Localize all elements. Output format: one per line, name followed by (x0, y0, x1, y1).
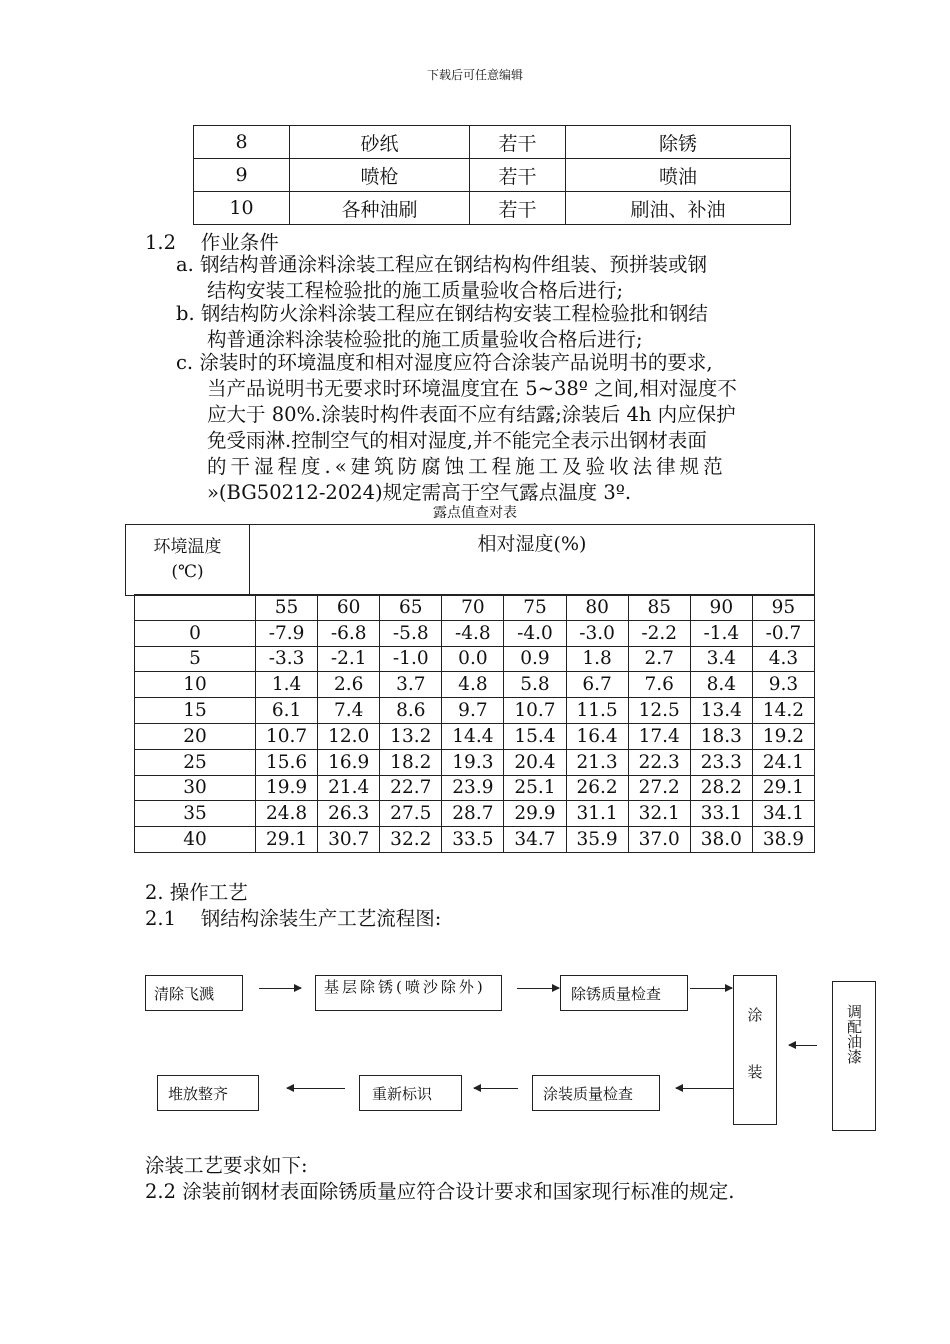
item-a-line-1: a. 钢结构普通涂料涂装工程应在钢结构构件组装、预拼装或钢 (176, 253, 708, 276)
tools-table-cell: 9 (194, 159, 290, 192)
dew-point-cell: 8.6 (380, 698, 442, 724)
dew-point-cell: 13.4 (690, 698, 752, 724)
humidity-column-header: 55 (256, 595, 318, 621)
dew-table-row (135, 620, 815, 646)
dew-point-cell: 29.9 (504, 801, 566, 827)
dew-point-cell: 16.9 (318, 749, 380, 775)
section-2-2-text: 2.2 涂装前钢材表面除锈质量应符合设计要求和国家现行标准的规定. (145, 1180, 735, 1203)
tools-table-cell: 若干 (470, 192, 566, 225)
dew-point-cell: 13.2 (380, 723, 442, 749)
flow-step-stack: 堆放整齐 (157, 1075, 259, 1111)
dew-point-cell: 22.7 (380, 775, 442, 801)
tools-table-cell: 10 (194, 192, 290, 225)
flow-step-coating (733, 975, 777, 1125)
dew-point-cell: 12.5 (628, 698, 690, 724)
item-c-line-5: 的干湿程度.«建筑防腐蚀工程施工及验收法律规范 (207, 455, 727, 478)
corner-cell (135, 595, 256, 621)
temperature-cell: 35 (135, 801, 256, 827)
dew-point-cell: 16.4 (566, 723, 628, 749)
dew-point-cell: -3.3 (256, 646, 318, 672)
dew-point-cell: 27.2 (628, 775, 690, 801)
dew-point-cell: 4.8 (442, 672, 504, 698)
coating-requirements-intro: 涂装工艺要求如下: (145, 1154, 308, 1177)
humidity-column-header: 60 (318, 595, 380, 621)
dew-point-cell: 3.4 (690, 646, 752, 672)
dew-table-row (135, 672, 815, 698)
dew-point-cell: 34.7 (504, 827, 566, 853)
dew-point-cell: 27.5 (380, 801, 442, 827)
humidity-column-header: 65 (380, 595, 442, 621)
dew-point-cell: 29.1 (256, 827, 318, 853)
dew-point-cell: 7.6 (628, 672, 690, 698)
dew-point-cell: 22.3 (628, 749, 690, 775)
dew-table-row (135, 749, 815, 775)
dew-point-cell: 33.5 (442, 827, 504, 853)
flow-arrow-6 (474, 1088, 518, 1089)
section-2-heading: 2. 操作工艺 (145, 881, 248, 904)
tools-table-cell: 8 (194, 126, 290, 159)
tools-table-cell: 喷枪 (290, 159, 470, 192)
dew-point-cell: 25.1 (504, 775, 566, 801)
dew-table-row (135, 698, 815, 724)
humidity-column-header: 80 (566, 595, 628, 621)
dew-point-cell: 15.6 (256, 749, 318, 775)
dew-point-cell: 28.2 (690, 775, 752, 801)
dew-point-cell: 21.4 (318, 775, 380, 801)
dew-point-cell: 1.8 (566, 646, 628, 672)
dew-point-cell: 19.3 (442, 749, 504, 775)
dew-table-row (135, 775, 815, 801)
tools-table-cell: 除锈 (566, 126, 791, 159)
dew-point-cell: 38.9 (752, 827, 814, 853)
flow-step-derust: 基层除锈(喷沙除外) (315, 975, 502, 1011)
dew-point-cell: 15.4 (504, 723, 566, 749)
temperature-cell: 15 (135, 698, 256, 724)
dew-point-cell: 38.0 (690, 827, 752, 853)
dew-table-row (135, 646, 815, 672)
item-c-line-6: »(BG50212-2024)规定需高于空气露点温度 3º. (207, 481, 632, 504)
dew-point-cell: 18.2 (380, 749, 442, 775)
dew-point-cell: 4.3 (752, 646, 814, 672)
item-a (176, 252, 806, 304)
item-c-line-2: 当产品说明书无要求时环境温度宜在 5~38º 之间,相对湿度不 (207, 377, 737, 400)
dew-point-cell: 23.9 (442, 775, 504, 801)
dew-point-cell: 14.2 (752, 698, 814, 724)
tools-table-cell: 刷油、补油 (566, 192, 791, 225)
dew-point-cell: 29.1 (752, 775, 814, 801)
dew-point-cell: 10.7 (504, 698, 566, 724)
dew-point-cell: 26.3 (318, 801, 380, 827)
dew-point-cell: 6.1 (256, 698, 318, 724)
dew-point-cell: 32.1 (628, 801, 690, 827)
dew-point-cell: 33.1 (690, 801, 752, 827)
item-b (176, 301, 806, 353)
dew-point-cell: 19.9 (256, 775, 318, 801)
dew-point-cell: 34.1 (752, 801, 814, 827)
flow-arrow-5 (676, 1088, 733, 1089)
dew-point-cell: 30.7 (318, 827, 380, 853)
flow-step-coating-bottom: 装 (747, 1063, 763, 1081)
dew-point-cell: 8.4 (690, 672, 752, 698)
dew-point-cell: 23.3 (690, 749, 752, 775)
humidity-column-header: 95 (752, 595, 814, 621)
dew-point-cell: 26.2 (566, 775, 628, 801)
temperature-cell: 20 (135, 723, 256, 749)
dew-point-cell: 35.9 (566, 827, 628, 853)
temp-header (126, 525, 250, 595)
dew-point-cell: -0.7 (752, 620, 814, 646)
tools-table-row (194, 192, 791, 225)
flow-arrow-4 (789, 1045, 817, 1046)
dew-point-cell: 14.4 (442, 723, 504, 749)
temp-header-line-1: 环境温度 (153, 537, 222, 557)
humidity-columns-row (135, 595, 815, 621)
dew-table-row (135, 723, 815, 749)
dew-point-cell: 3.7 (380, 672, 442, 698)
dew-point-cell: -2.2 (628, 620, 690, 646)
humidity-column-header: 75 (504, 595, 566, 621)
dew-point-cell: -3.0 (566, 620, 628, 646)
tools-table-cell: 喷油 (566, 159, 791, 192)
dew-table-row (135, 801, 815, 827)
dew-point-cell: -4.0 (504, 620, 566, 646)
tools-table-row (194, 126, 791, 159)
dew-point-cell: 24.1 (752, 749, 814, 775)
dew-point-cell: 19.2 (752, 723, 814, 749)
item-c (176, 350, 806, 506)
dew-point-cell: 11.5 (566, 698, 628, 724)
temperature-cell: 40 (135, 827, 256, 853)
item-c-line-3: 应大于 80%.涂装时构件表面不应有结露;涂装后 4h 内应保护 (207, 403, 736, 426)
item-a-line-2: 结构安装工程检验批的施工质量验收合格后进行; (207, 279, 624, 302)
flow-arrow-7 (287, 1088, 345, 1089)
dew-point-cell: 17.4 (628, 723, 690, 749)
dew-point-cell: 12.0 (318, 723, 380, 749)
item-b-line-1: b. 钢结构防火涂料涂装工程应在钢结构安装工程检验批和钢结 (176, 302, 708, 325)
flow-arrow-2 (517, 988, 559, 989)
tools-table-cell: 砂纸 (290, 126, 470, 159)
page-header: 下载后可任意编辑 (426, 68, 523, 82)
flow-arrow-3 (690, 988, 732, 989)
dew-point-cell: -5.8 (380, 620, 442, 646)
dew-point-cell: -4.8 (442, 620, 504, 646)
dew-point-cell: -1.0 (380, 646, 442, 672)
dew-point-cell: 37.0 (628, 827, 690, 853)
dew-point-cell: 20.4 (504, 749, 566, 775)
flow-arrow-1 (259, 988, 301, 989)
dew-point-cell: 0.9 (504, 646, 566, 672)
dew-point-cell: 31.1 (566, 801, 628, 827)
dew-point-cell: 9.3 (752, 672, 814, 698)
dew-point-cell: 21.3 (566, 749, 628, 775)
tools-table-cell: 若干 (470, 126, 566, 159)
dew-point-cell: 9.7 (442, 698, 504, 724)
dew-point-cell: 28.7 (442, 801, 504, 827)
dew-point-cell: 32.2 (380, 827, 442, 853)
item-c-line-1: c. 涂装时的环境温度和相对湿度应符合涂装产品说明书的要求, (176, 351, 713, 374)
dew-point-cell: 6.7 (566, 672, 628, 698)
humidity-column-header: 70 (442, 595, 504, 621)
temperature-cell: 0 (135, 620, 256, 646)
dew-point-cell: -6.8 (318, 620, 380, 646)
temp-header-line-2: (℃) (171, 562, 204, 582)
section-1-2-heading: 1.2 作业条件 (145, 231, 279, 254)
flow-step-coating-top: 涂 (747, 1006, 763, 1024)
flow-step-coating-check: 涂装质量检查 (532, 1075, 660, 1111)
flow-step-derust-check: 除锈质量检查 (560, 975, 688, 1011)
dew-point-cell: 0.0 (442, 646, 504, 672)
temperature-cell: 10 (135, 672, 256, 698)
dew-point-cell: 2.7 (628, 646, 690, 672)
dew-point-table (134, 594, 815, 853)
temperature-cell: 5 (135, 646, 256, 672)
item-b-line-2: 构普通涂料涂装检验批的施工质量验收合格后进行; (207, 328, 643, 351)
flow-step-relabel: 重新标识 (359, 1075, 462, 1111)
humidity-column-header: 90 (690, 595, 752, 621)
temperature-cell: 25 (135, 749, 256, 775)
dew-point-cell: 18.3 (690, 723, 752, 749)
tools-table-cell: 若干 (470, 159, 566, 192)
dew-point-cell: -2.1 (318, 646, 380, 672)
section-2-1-heading: 2.1 钢结构涂装生产工艺流程图: (145, 907, 442, 930)
dew-point-cell: -1.4 (690, 620, 752, 646)
dew-point-cell: -7.9 (256, 620, 318, 646)
dew-point-cell: 10.7 (256, 723, 318, 749)
humidity-column-header: 85 (628, 595, 690, 621)
temperature-cell: 30 (135, 775, 256, 801)
dew-point-cell: 5.8 (504, 672, 566, 698)
flow-step-mix-paint: 调配油漆 (832, 981, 876, 1131)
dew-table-header (125, 524, 815, 596)
item-c-line-4: 免受雨淋.控制空气的相对湿度,并不能完全表示出钢材表面 (207, 429, 707, 452)
dew-table-caption: 露点值查对表 (433, 505, 517, 521)
tools-table-cell: 各种油刷 (290, 192, 470, 225)
tools-table-row (194, 159, 791, 192)
dew-point-cell: 7.4 (318, 698, 380, 724)
tools-table (193, 125, 791, 225)
dew-point-cell: 2.6 (318, 672, 380, 698)
humidity-header: 相对湿度(%) (477, 533, 587, 555)
dew-table-row (135, 827, 815, 853)
flow-step-clear-spatter: 清除飞溅 (145, 975, 243, 1011)
dew-point-cell: 24.8 (256, 801, 318, 827)
dew-point-cell: 1.4 (256, 672, 318, 698)
